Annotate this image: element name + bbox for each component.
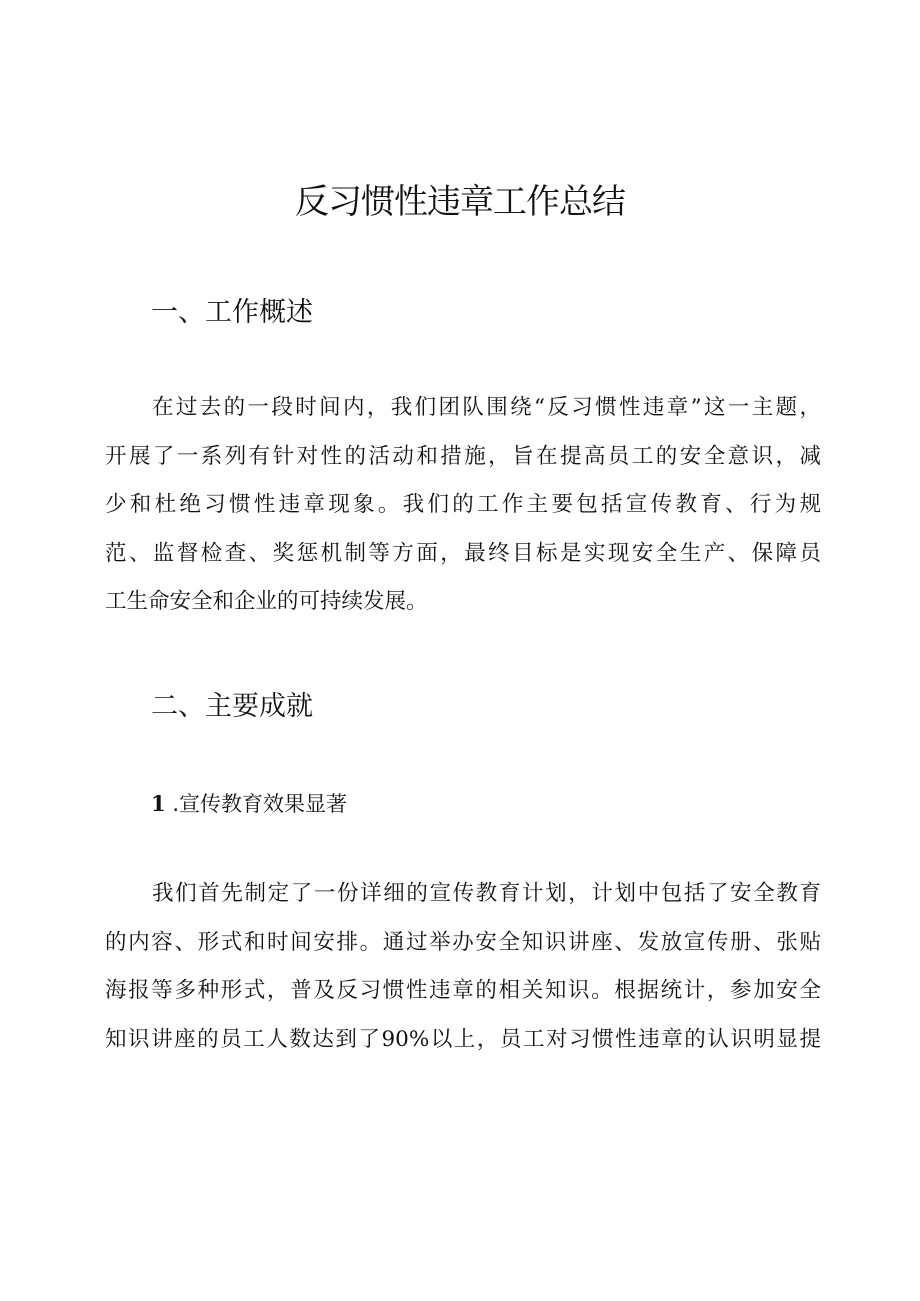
paragraph-line: 少和杜绝习惯性违章现象。我们的工作主要包括宣传教育、行为规	[105, 492, 821, 517]
paragraph-line: 海报等多种形式，普及反习惯性违章的相关知识。根据统计，参加安全	[105, 978, 821, 1003]
paragraph-line: 知识讲座的员工人数达到了90%以上，员工对习惯性违章的认识明显提	[105, 1026, 821, 1052]
subsection-heading-publicity	[151, 788, 347, 820]
paragraph-line: 工生命安全和企业的可持续发展。	[105, 589, 428, 614]
paragraph-line: 我们首先制定了一份详细的宣传教育计划，计划中包括了安全教育	[152, 881, 821, 906]
paragraph-line: 开展了一系列有针对性的活动和措施，旨在提高员工的安全意识，减	[105, 443, 821, 469]
section-heading-overview: 一、工作概述	[151, 297, 313, 328]
document-title: 反习惯性违章工作总结	[295, 182, 625, 222]
section-heading-achievements: 二、主要成就	[151, 691, 313, 722]
paragraph-line: 范、监督检查、奖惩机制等方面，最终目标是实现安全生产、保障员	[105, 540, 821, 566]
subsection-title: .宣传教育效果显著	[172, 792, 347, 816]
subsection-number: 1	[151, 791, 166, 816]
publicity-paragraph	[105, 870, 821, 1064]
paragraph-line: 在过去的一段时间内，我们团队围绕“反习惯性违章”这一主题，	[152, 395, 821, 420]
paragraph-line: 的内容、形式和时间安排。通过举办安全知识讲座、发放宣传册、张贴	[105, 929, 821, 955]
overview-paragraph	[105, 384, 821, 627]
